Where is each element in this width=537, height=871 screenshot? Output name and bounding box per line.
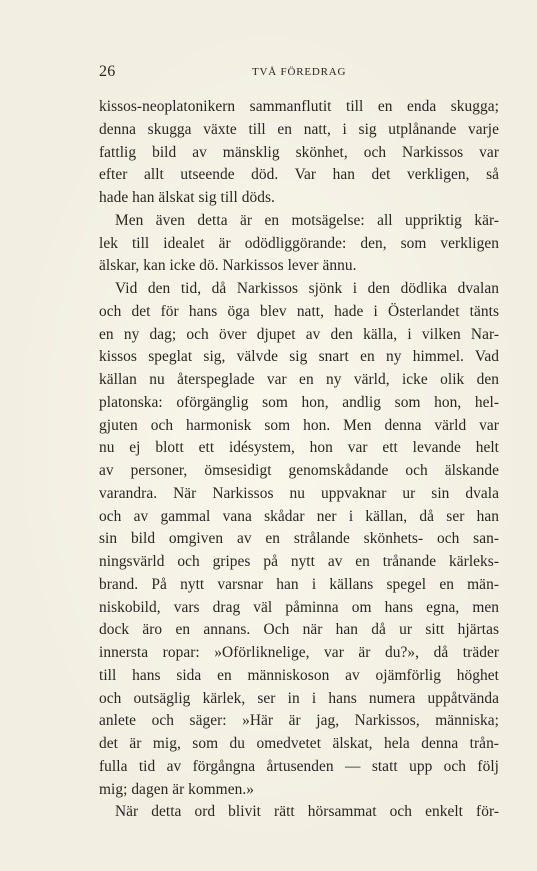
text-line: sin bild omgiven av en strålande skönhets- och san- [99,530,499,548]
text-line: källan nu återspeglade var en ny värld, icke olik den [99,371,499,388]
text-line: niskobild, vars drag väl påminna om hans egna, men [99,598,499,616]
text-line: denna skugga växte till en natt, i sig utplånande varje [99,120,499,138]
text-line: av personer, ömsesidigt genomskådande och älskande [99,462,499,479]
page-header [99,63,499,85]
text-line: anlete och säger: »Här är jag, Narkissos, människa; [99,712,499,730]
text-line: ningsvärld och gripes på nytt av en trånande kärleks- [99,553,499,570]
text-line: dock äro en annans. Och när han då ur sitt hjärtas [99,621,499,639]
text-line: brand. På nytt varsnar han i källans spegel en män- [99,575,499,593]
text-line: Vid den tid, då Narkissos sjönk i den dödlika dvalan [115,280,499,297]
text-line: fattlig bild av mänsklig skönhet, och Narkissos var [99,143,499,161]
text-line: När detta ord blivit rätt hörsammat och enkelt för- [115,803,499,821]
text-line: innersta ropar: »Oförliknelige, var är du?», då träder [99,644,499,661]
text-line: till hans sida en människoson av ojämförlig höghet [99,666,499,684]
text-line: gjuten och harmonisk som hon. Men denna värld var [99,416,499,434]
text-line: efter allt utseende död. Var han det verkligen, så [99,166,499,184]
running-head: TVÅ FÖREDRAG [252,66,347,78]
page-number: 26 [99,63,116,80]
text-line: fulla tid av förgångna årtusenden — statt upp och följ [99,757,499,775]
text-line: och av gammal vana skådar ner i källan, då ser han [99,507,499,525]
text-line: kissos-neoplatonikern sammanflutit till en enda skugga; [99,98,499,115]
text-line: Men även detta är en motsägelse: all uppriktig kär- [115,211,499,229]
text-line: lek till idealet är odödliggörande: den, som verkligen [99,234,499,252]
text-line: älskar, kan icke dö. Narkissos lever ännu. [99,257,357,275]
text-line: nu ej blott ett idésystem, hon var ett levande helt [99,439,499,457]
text-line: och det för hans öga blev natt, hade i Österlandet tänts [99,302,499,320]
text-line: varandra. När Narkissos nu uppvaknar ur sin dvala [99,484,499,502]
text-line: mig; dagen är kommen.» [99,780,254,798]
text-line: en ny dag; och över djupet av den källa, i vilken Nar- [99,325,499,343]
text-line: kissos speglat sig, välvde sig snart en ny himmel. Vad [99,348,499,366]
text-line: och outsäglig kärlek, ser in i hans numera uppåtvända [99,689,499,707]
body-text [99,96,499,824]
text-line: det är mig, som du omedvetet älskat, hela denna trån- [99,735,499,752]
text-line: hade han älskat sig till döds. [99,189,275,206]
text-line: platonska: oförgänglig som hon, andlig som hon, hel- [99,393,499,411]
